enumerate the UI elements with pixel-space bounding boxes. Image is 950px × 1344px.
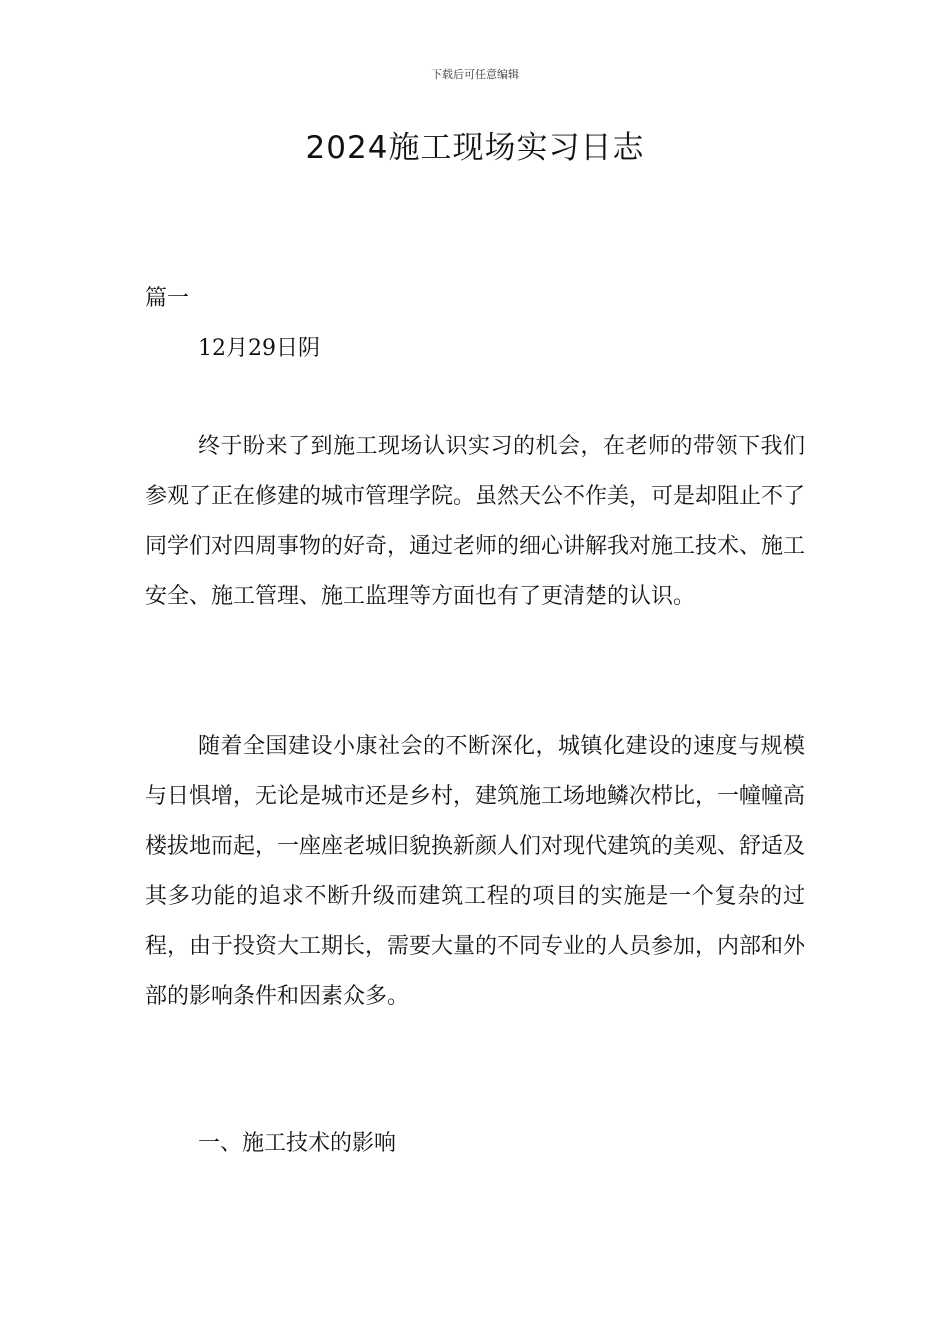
paragraph-1: 终于盼来了到施工现场认识实习的机会，在老师的带领下我们参观了正在修建的城市管理学院。虽然天公不作美，可是却阻止不了同学们对四周事物的好奇，通过老师的细心讲解我对施工技术、施工安全、施工管理、施工监理等方面也有了更清楚的认识。 <box>145 434 806 609</box>
page-title: 2024施工现场实习日志 <box>305 130 645 166</box>
header-note: 下载后可任意编辑 <box>431 68 519 81</box>
date-line: 12月29日阴 <box>198 336 320 361</box>
subheading: 一、施工技术的影响 <box>198 1131 397 1156</box>
section-label: 篇一 <box>145 286 190 311</box>
paragraph-2: 随着全国建设小康社会的不断深化，城镇化建设的速度与规模与日惧增，无论是城市还是乡村，建筑施工场地鳞次栉比，一幢幢高楼拔地而起，一座座老城旧貌换新颜人们对现代建筑的美观、舒适及其多功能的追求不断升级而建筑工程的项目的实施是一个复杂的过程，由于投资大工期长，需要大量的不同专业的人员参加，内部和外部的影响条件和因素众多。 <box>145 734 806 1009</box>
